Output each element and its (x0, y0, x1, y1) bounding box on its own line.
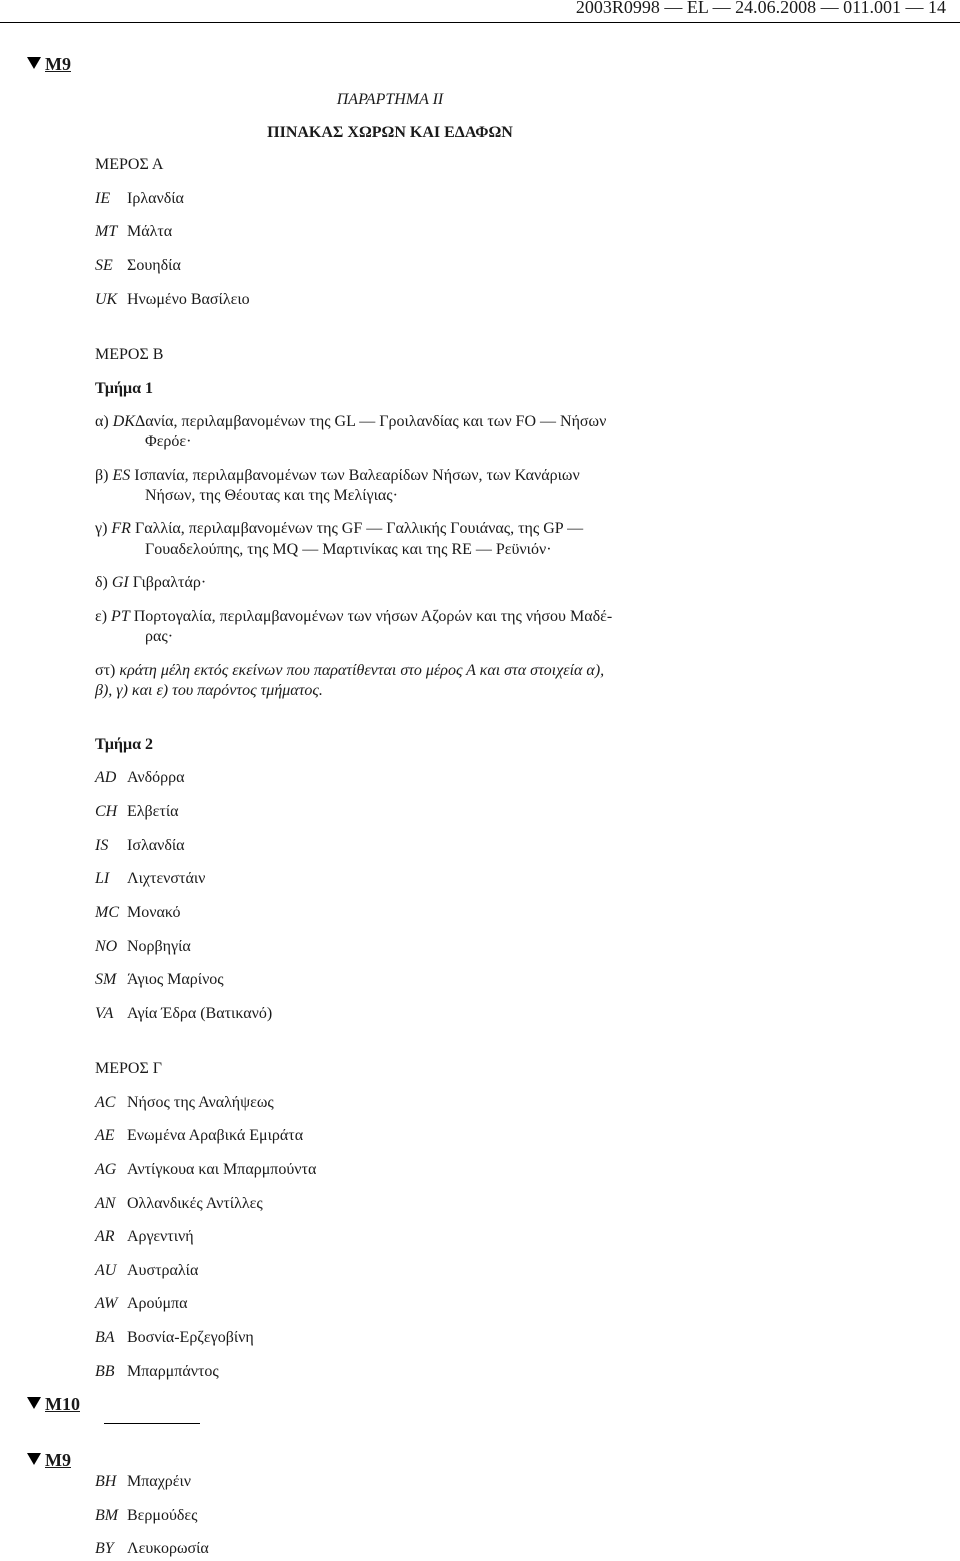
country-code: UK (95, 291, 118, 308)
header-rule (0, 22, 960, 23)
item-a-continuation: Φερόε· (145, 433, 192, 450)
item-f (95, 661, 604, 681)
triangle-down-icon (27, 1397, 41, 1409)
country-name: Σουηδία (127, 257, 181, 274)
item-text: Δανία, περιλαμβανομένων της GL — Γροιλανδίας και των FO — Νήσων (134, 413, 607, 430)
item-prefix: στ) (95, 662, 116, 679)
amendment-marker-m9-bottom (27, 1449, 71, 1471)
country-name: Ενωμένα Αραβικά Εμιράτα (127, 1127, 304, 1144)
triangle-down-icon (27, 57, 41, 69)
country-code: DK (112, 413, 135, 430)
country-code: AC (95, 1094, 116, 1111)
country-code: AR (95, 1228, 115, 1245)
item-prefix: γ) (95, 520, 108, 537)
item-text: Γιβραλτάρ· (132, 574, 207, 591)
item-d (95, 573, 206, 593)
part-a-heading: ΜΕΡΟΣ Α (95, 156, 164, 173)
country-name: Ηνωμένο Βασίλειο (127, 291, 250, 308)
country-code: PT (111, 608, 130, 625)
annex-title: ΠΑΡΑΡΤΗΜΑ ΙΙ (336, 91, 444, 108)
triangle-down-icon (27, 1453, 41, 1465)
item-b-continuation: Νήσων, της Θέουτας και της Μελίγιας· (145, 487, 398, 504)
country-code: SM (95, 971, 117, 988)
country-name: Ισλανδία (127, 837, 185, 854)
item-a (95, 412, 606, 432)
country-name: Αυστραλία (127, 1262, 199, 1279)
country-name: Βερμούδες (127, 1507, 198, 1524)
item-e-continuation: ρας· (145, 628, 174, 645)
section-1-heading: Τμήμα 1 (95, 380, 153, 397)
country-name: Βοσνία-Ερζεγοβίνη (127, 1329, 254, 1346)
item-prefix: α) (95, 413, 109, 430)
country-name: Ολλανδικές Αντίλλες (127, 1195, 263, 1212)
country-name: Μπαρμπάντος (127, 1363, 219, 1380)
country-name: Αρούμπα (127, 1295, 188, 1312)
country-code: SE (95, 257, 113, 274)
item-text: Πορτογαλία, περιλαμβανομένων των νήσων Αζορών και της νήσου Μαδέ- (133, 608, 613, 625)
country-code: AW (95, 1295, 118, 1312)
marker-label: M9 (45, 54, 71, 74)
country-code: BH (95, 1473, 117, 1490)
country-code: BY (95, 1540, 114, 1557)
item-prefix: ε) (95, 608, 108, 625)
item-text: Γαλλία, περιλαμβανομένων της GF — Γαλλικής Γουιάνας, της GP — (134, 520, 584, 537)
country-name: Αγία Έδρα (Βατικανό) (127, 1005, 273, 1022)
item-text: Ισπανία, περιλαμβανομένων των Βαλεαρίδων Νήσων, των Κανάριων (134, 467, 580, 484)
deletion-rule (104, 1423, 200, 1424)
section-2-heading: Τμήμα 2 (95, 736, 153, 753)
country-code: MT (95, 223, 118, 240)
item-prefix: β) (95, 467, 109, 484)
marker-label: M10 (45, 1394, 80, 1414)
item-e (95, 607, 612, 627)
country-name: Ανδόρρα (127, 769, 185, 786)
country-code: BB (95, 1363, 115, 1380)
country-code: VA (95, 1005, 114, 1022)
country-code: NO (95, 938, 118, 955)
country-code: FR (111, 520, 131, 537)
country-code: CH (95, 803, 118, 820)
document-reference: 2003R0998 — EL — 24.06.2008 — 011.001 — 14 (575, 0, 946, 17)
country-code: AN (95, 1195, 116, 1212)
part-c-heading: ΜΕΡΟΣ Γ (95, 1060, 163, 1077)
marker-label: M9 (45, 1450, 71, 1470)
country-code: AG (95, 1161, 117, 1178)
country-code: MC (95, 904, 119, 921)
country-name: Λιχτενστάιν (127, 870, 206, 887)
annex-subtitle: ΠΙΝΑΚΑΣ ΧΩΡΩΝ ΚΑΙ ΕΔΑΦΩΝ (267, 124, 513, 141)
country-code: IE (95, 190, 111, 207)
country-name: Ελβετία (127, 803, 179, 820)
country-name: Μονακό (127, 904, 181, 921)
item-f-continuation: β), γ) και ε) του παρόντος τμήματος. (95, 682, 323, 699)
item-c-continuation: Γουαδελούπης, της MQ — Μαρτινίκας και της RE — Ρεϋνιόν· (145, 541, 552, 558)
country-name: Νορβηγία (127, 938, 191, 955)
part-b-heading: ΜΕΡΟΣ Β (95, 346, 164, 363)
country-name: Μάλτα (127, 223, 173, 240)
country-name: Λευκορωσία (127, 1540, 209, 1557)
country-code: LI (95, 870, 110, 887)
country-name: Ιρλανδία (127, 190, 184, 207)
country-code: AU (95, 1262, 117, 1279)
country-name: Αργεντινή (127, 1228, 194, 1245)
country-name: Αντίγκουα και Μπαρμπούντα (127, 1161, 317, 1178)
item-b (95, 466, 580, 486)
country-code: BM (95, 1507, 119, 1524)
country-name: Νήσος της Αναλήψεως (127, 1094, 274, 1111)
country-name: Άγιος Μαρίνος (127, 971, 224, 988)
item-prefix: δ) (95, 574, 108, 591)
amendment-marker-m9 (27, 53, 71, 75)
country-code: AE (95, 1127, 115, 1144)
item-text: κράτη μέλη εκτός εκείνων που παρατίθενται στο μέρος Α και στα στοιχεία α), (119, 662, 605, 679)
amendment-marker-m10 (27, 1393, 80, 1415)
item-c (95, 519, 583, 539)
country-code: GI (111, 574, 129, 591)
country-name: Μπαχρέιν (127, 1473, 192, 1490)
country-code: IS (95, 837, 109, 854)
country-code: BA (95, 1329, 115, 1346)
country-code: AD (95, 769, 117, 786)
country-code: ES (112, 467, 131, 484)
